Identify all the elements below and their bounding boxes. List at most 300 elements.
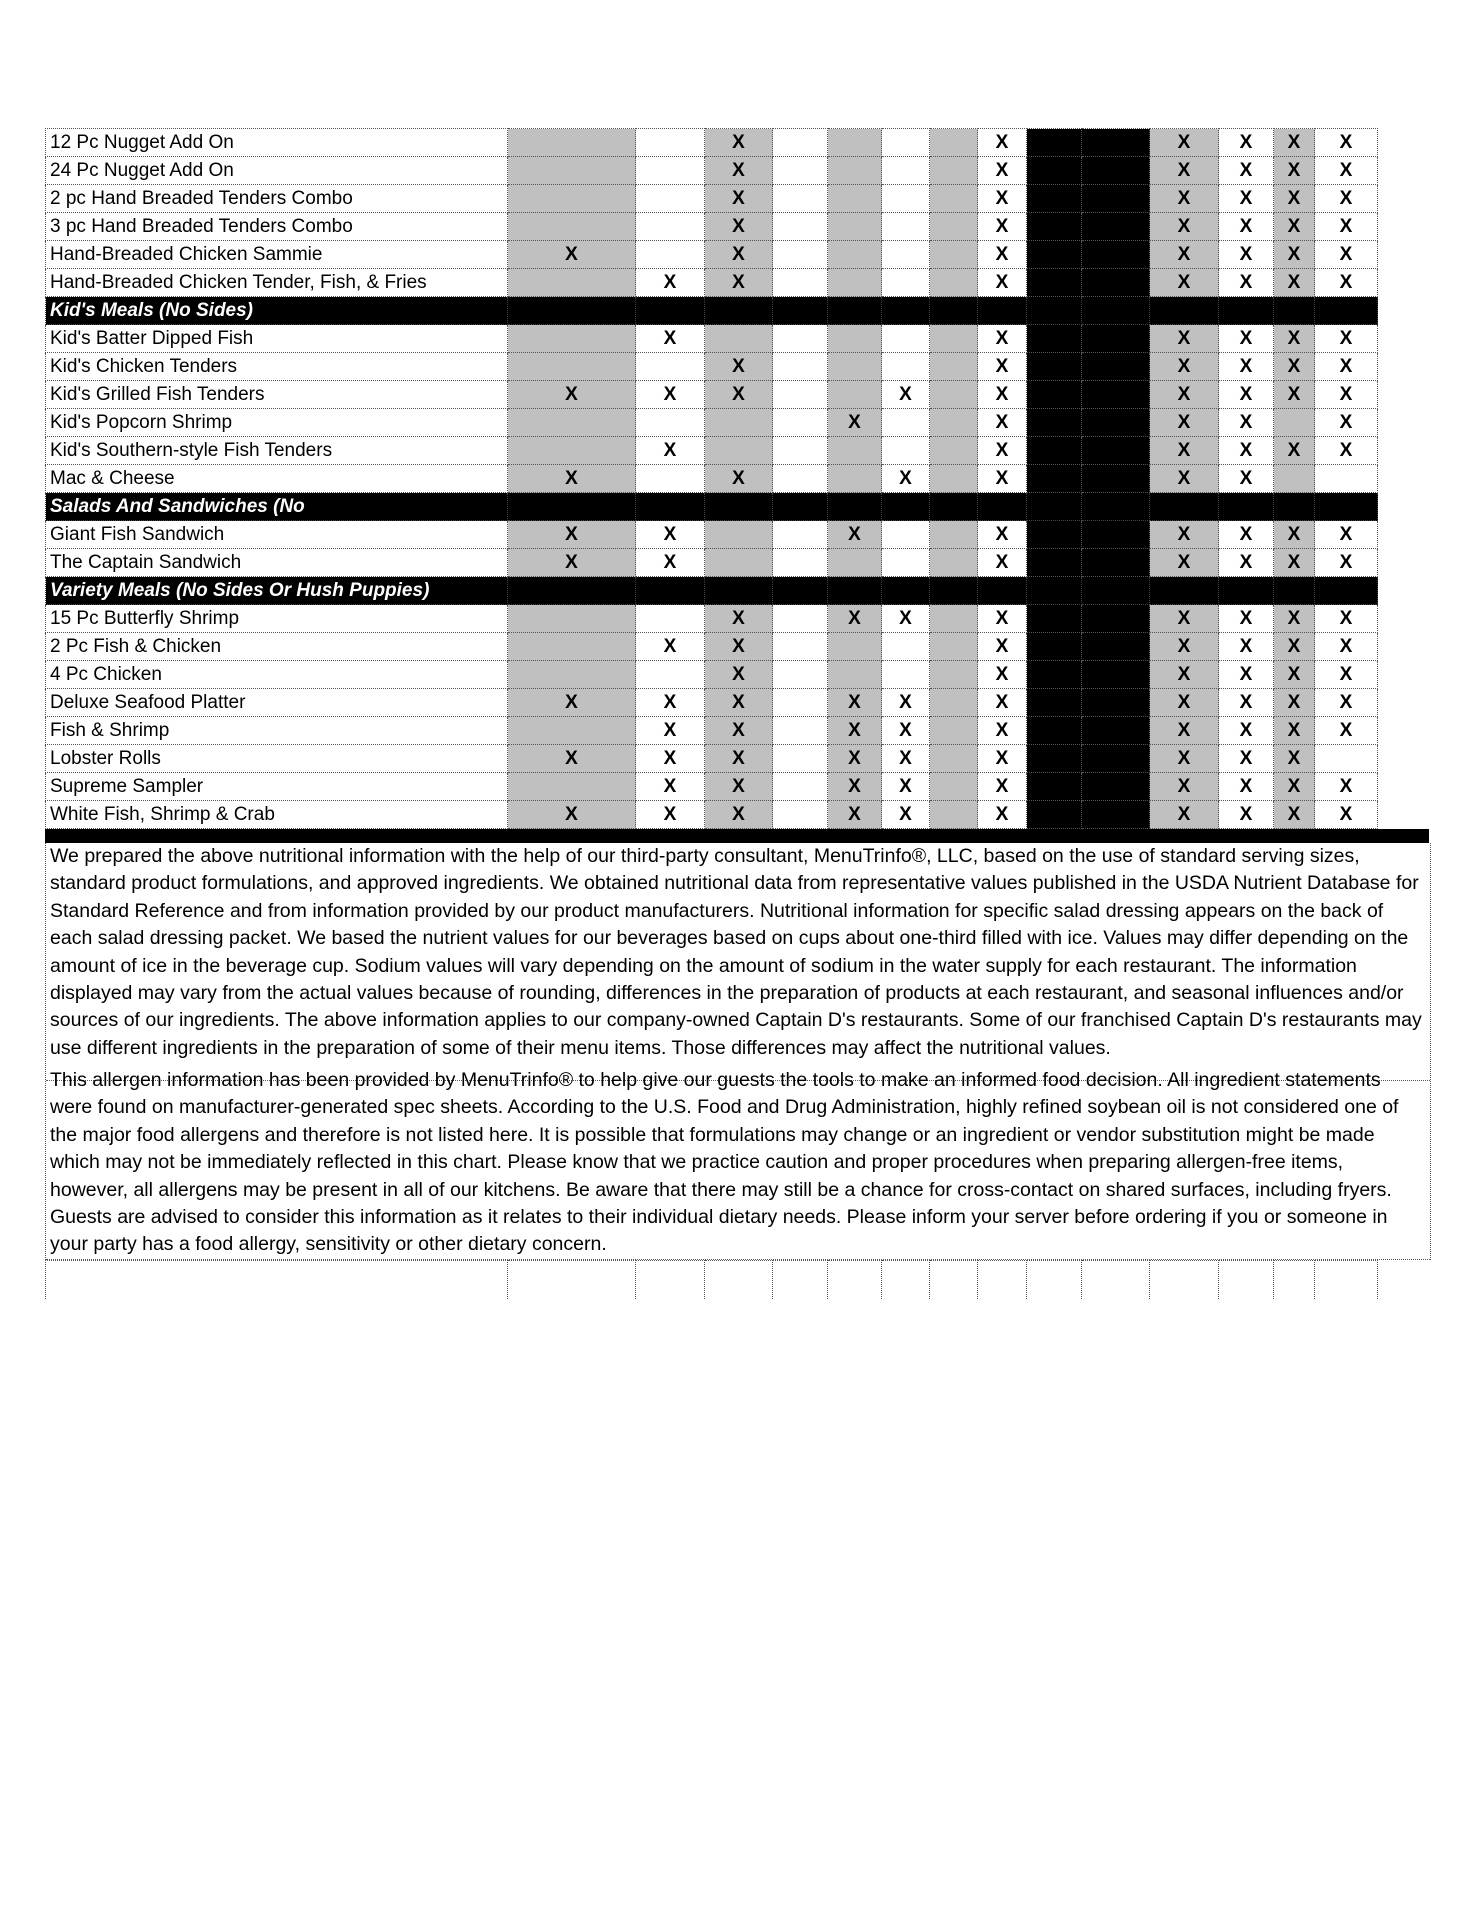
item-name: 24 Pc Nugget Add On [46,157,508,185]
item-name: Kid's Southern-style Fish Tenders [46,437,508,465]
allergen-cell [1027,381,1082,409]
allergen-cell [773,185,828,213]
allergen-cell [882,409,930,437]
table-row [46,661,1378,689]
allergen-cell: X [508,689,636,717]
allergen-cell: X [1219,409,1274,437]
allergen-cell: X [1219,213,1274,241]
allergen-chart [45,128,1431,1299]
allergen-cell: X [1315,437,1378,465]
allergen-cell: X [1150,605,1219,633]
allergen-cell [882,633,930,661]
allergen-cell: X [1219,325,1274,353]
allergen-cell [1082,381,1150,409]
allergen-cell: X [1150,185,1219,213]
allergen-cell [930,717,978,745]
section-cell [636,493,705,521]
allergen-cell [1027,717,1082,745]
allergen-cell [705,325,773,353]
allergen-cell: X [636,521,705,549]
allergen-cell: X [1150,549,1219,577]
allergen-cell: X [705,717,773,745]
allergen-cell: X [978,689,1027,717]
item-name: 2 pc Hand Breaded Tenders Combo [46,185,508,213]
item-name: 15 Pc Butterfly Shrimp [46,605,508,633]
allergen-cell: X [978,381,1027,409]
allergen-cell [930,633,978,661]
section-cell [508,577,636,605]
allergen-cell [1027,605,1082,633]
allergen-cell: X [882,465,930,493]
allergen-cell [1082,213,1150,241]
allergen-cell: X [1219,185,1274,213]
allergen-cell: X [1150,745,1219,773]
allergen-cell: X [705,801,773,829]
allergen-cell: X [1150,465,1219,493]
item-name: Lobster Rolls [46,745,508,773]
allergen-cell: X [705,353,773,381]
allergen-cell: X [1274,185,1315,213]
section-header [46,297,1378,325]
allergen-cell [636,409,705,437]
allergen-cell: X [705,633,773,661]
allergen-cell: X [1150,325,1219,353]
section-cell [930,493,978,521]
allergen-cell: X [705,381,773,409]
allergen-cell: X [978,773,1027,801]
allergen-cell: X [1315,773,1378,801]
allergen-cell [882,157,930,185]
empty-cell [930,1261,978,1300]
section-cell [1219,577,1274,605]
empty-cell [46,1261,508,1300]
allergen-cell [1082,661,1150,689]
allergen-cell [773,213,828,241]
allergen-cell: X [1274,661,1315,689]
allergen-cell [1082,549,1150,577]
empty-cell [508,1261,636,1300]
allergen-cell: X [705,689,773,717]
allergen-cell [882,325,930,353]
allergen-cell: X [882,801,930,829]
allergen-cell [508,157,636,185]
allergen-cell [930,325,978,353]
section-header [46,577,1378,605]
section-cell [828,577,882,605]
allergen-cell: X [1274,801,1315,829]
allergen-cell [882,213,930,241]
section-cell [882,297,930,325]
allergen-cell: X [978,325,1027,353]
section-cell [1082,297,1150,325]
allergen-cell: X [1150,409,1219,437]
allergen-cell: X [1219,157,1274,185]
allergen-cell: X [1315,409,1378,437]
allergen-cell [1082,437,1150,465]
allergen-cell: X [1315,353,1378,381]
allergen-cell [1082,241,1150,269]
allergen-cell [930,353,978,381]
allergen-cell [773,633,828,661]
allergen-cell [828,633,882,661]
allergen-cell [773,521,828,549]
allergen-cell: X [636,717,705,745]
table-row [46,549,1378,577]
allergen-cell: X [705,157,773,185]
empty-cell [828,1261,882,1300]
section-cell [978,493,1027,521]
allergen-cell: X [1274,605,1315,633]
section-cell [508,493,636,521]
allergen-cell [828,325,882,353]
allergen-cell [773,773,828,801]
table-row [46,689,1378,717]
allergen-cell: X [1315,633,1378,661]
section-cell [1315,493,1378,521]
allergen-cell: X [978,661,1027,689]
allergen-cell [828,269,882,297]
table-row [46,381,1378,409]
allergen-cell [636,129,705,157]
allergen-cell: X [978,129,1027,157]
allergen-cell [1027,745,1082,773]
allergen-cell [636,353,705,381]
allergen-cell: X [1315,325,1378,353]
allergen-cell [1027,129,1082,157]
allergen-cell: X [1274,381,1315,409]
allergen-cell [930,437,978,465]
allergen-cell [930,801,978,829]
section-cell [705,297,773,325]
nutrition-disclaimer-text: We prepared the above nutritional information with the help of our third-party consultant, MenuTrinfo®, LLC, based on the use of standard serving sizes, standard product formulations, and approved ingredients. We obtained nutritional data from representative values published in the USDA Nutrient Database for Standard Reference and from information provided by our product manufacturers. Nutritional information for specific salad dressing appears on the back of each salad dressing packet. We based the nutrient values for our beverages based on cups about one-third filled with ice. Values may differ depending on the amount of ice in the beverage cup. Sodium values will vary depending on the amount of sodium in the water supply for each restaurant. The information displayed may vary from the actual values because of rounding, differences in the preparation of products at each restaurant, and seasonal influences and/or sources of our ingredients. The above information applies to our company-owned Captain D's restaurants. Some of our franchised Captain D's restaurants may use different ingredients in the preparation of some of their menu items. Those differences may affect the nutritional values. [50,845,1422,1059]
allergen-cell: X [705,129,773,157]
allergen-cell [508,605,636,633]
item-name: White Fish, Shrimp & Crab [46,801,508,829]
allergen-cell: X [882,605,930,633]
item-name: Hand-Breaded Chicken Tender, Fish, & Fries [46,269,508,297]
allergen-cell: X [705,773,773,801]
allergen-cell: X [508,521,636,549]
allergen-cell [1027,773,1082,801]
allergen-cell [773,689,828,717]
allergen-cell: X [1315,213,1378,241]
allergen-cell: X [1274,745,1315,773]
allergen-cell [1027,521,1082,549]
allergen-cell: X [636,549,705,577]
item-name: Kid's Batter Dipped Fish [46,325,508,353]
item-name: Giant Fish Sandwich [46,521,508,549]
allergen-cell [1027,549,1082,577]
allergen-cell: X [1150,689,1219,717]
allergen-cell: X [1219,717,1274,745]
allergen-cell: X [1219,465,1274,493]
allergen-cell [1082,633,1150,661]
section-cell [828,493,882,521]
allergen-cell [636,465,705,493]
section-cell [1315,577,1378,605]
allergen-cell [828,185,882,213]
allergen-cell [930,773,978,801]
allergen-cell [1027,157,1082,185]
section-cell [882,493,930,521]
table-row [46,745,1378,773]
allergen-cell: X [978,437,1027,465]
empty-row [46,1261,1378,1300]
allergen-cell: X [1274,521,1315,549]
allergen-cell: X [978,801,1027,829]
allergen-cell [508,409,636,437]
allergen-cell: X [1219,353,1274,381]
allergen-cell: X [882,745,930,773]
allergen-cell: X [1315,269,1378,297]
section-cell [705,493,773,521]
allergen-cell [882,185,930,213]
allergen-cell: X [1150,801,1219,829]
allergen-cell: X [1274,241,1315,269]
table-row [46,773,1378,801]
allergen-cell [773,353,828,381]
allergen-cell: X [1274,157,1315,185]
allergen-cell [930,381,978,409]
allergen-cell: X [1274,689,1315,717]
allergen-cell: X [705,213,773,241]
section-cell [1027,493,1082,521]
empty-cell [773,1261,828,1300]
allergen-cell: X [1274,353,1315,381]
allergen-cell: X [978,521,1027,549]
allergen-cell [508,269,636,297]
allergen-cell: X [1274,269,1315,297]
allergen-cell: X [1219,605,1274,633]
allergen-cell [882,437,930,465]
table-row [46,185,1378,213]
allergen-cell [773,381,828,409]
empty-cell [978,1261,1027,1300]
allergen-cell [1027,213,1082,241]
allergen-cell: X [978,465,1027,493]
allergen-cell: X [828,745,882,773]
allergen-cell [1274,465,1315,493]
allergen-cell: X [508,381,636,409]
allergen-cell [636,241,705,269]
allergen-cell [828,157,882,185]
allergen-cell: X [1315,381,1378,409]
allergen-cell: X [1315,717,1378,745]
allergen-cell [930,745,978,773]
allergen-cell [508,213,636,241]
allergen-cell [508,437,636,465]
item-name: 2 Pc Fish & Chicken [46,633,508,661]
allergen-cell [930,605,978,633]
allergen-cell: X [978,213,1027,241]
allergen-cell [773,717,828,745]
section-cell [1082,577,1150,605]
allergen-cell: X [1315,605,1378,633]
allergen-cell: X [1150,661,1219,689]
allergen-cell [508,353,636,381]
section-cell [828,297,882,325]
item-name: Supreme Sampler [46,773,508,801]
allergen-cell [773,325,828,353]
allergen-cell: X [1219,381,1274,409]
section-cell [1027,577,1082,605]
allergen-cell: X [978,745,1027,773]
section-cell [930,297,978,325]
allergen-cell [1082,269,1150,297]
allergen-cell: X [1219,801,1274,829]
allergen-cell: X [828,801,882,829]
allergen-cell [1082,521,1150,549]
allergen-cell [1027,353,1082,381]
allergen-cell: X [828,773,882,801]
allergen-cell: X [882,381,930,409]
allergen-cell: X [636,745,705,773]
allergen-cell [882,521,930,549]
section-cell [773,297,828,325]
allergen-cell [882,241,930,269]
allergen-cell: X [636,325,705,353]
allergen-cell: X [1219,773,1274,801]
allergen-cell [930,129,978,157]
allergen-cell: X [636,801,705,829]
allergen-cell: X [1219,241,1274,269]
section-cell [1274,297,1315,325]
allergen-cell [705,437,773,465]
table-row [46,241,1378,269]
table-row [46,801,1378,829]
section-cell [1274,577,1315,605]
allergen-cell [1027,801,1082,829]
allergen-cell: X [1315,661,1378,689]
item-name: Mac & Cheese [46,465,508,493]
table-row [46,633,1378,661]
allergen-cell [636,157,705,185]
section-title: Variety Meals (No Sides Or Hush Puppies) [46,577,508,605]
allergen-cell [508,773,636,801]
allergen-cell: X [978,605,1027,633]
allergen-cell [930,269,978,297]
allergen-cell [773,549,828,577]
table-row [46,717,1378,745]
table-row [46,605,1378,633]
allergen-cell [930,689,978,717]
allergen-cell: X [1274,773,1315,801]
section-cell [705,577,773,605]
notes-section [45,843,1431,1260]
nutrition-disclaimer [46,843,1430,1081]
section-cell [773,493,828,521]
allergen-cell: X [1315,689,1378,717]
empty-cell [1274,1261,1315,1300]
allergen-cell: X [828,605,882,633]
allergen-cell [882,269,930,297]
table-row [46,353,1378,381]
empty-cell [1082,1261,1150,1300]
allergen-cell: X [828,689,882,717]
allergen-cell: X [1150,269,1219,297]
allergen-cell: X [508,465,636,493]
empty-cell [1150,1261,1219,1300]
section-cell [1150,493,1219,521]
table-row [46,129,1378,157]
allergen-cell [828,381,882,409]
allergen-cell: X [1274,633,1315,661]
table-row [46,437,1378,465]
item-name: 12 Pc Nugget Add On [46,129,508,157]
section-cell [636,297,705,325]
section-cell [882,577,930,605]
empty-cell [636,1261,705,1300]
allergen-disclaimer [46,1067,1430,1260]
allergen-cell [1082,689,1150,717]
allergen-disclaimer-text: This allergen information has been provided by MenuTrinfo® to help give our guests the tools to make an informed food decision. All ingredient statements were found on manufacturer-generated spec sheets. According to the U.S. Food and Drug Administration, highly refined soybean oil is not considered one of the major food allergens and therefore is not listed here. It is possible that formulations may change or an ingredient or vendor substitution might be made which may not be immediately reflected in this chart. Please know that we practice caution and proper procedures when preparing allergen-free items, however, all allergens may be present in all of our kitchens. Be aware that there may still be a chance for cross-contact on shared surfaces, including fryers. Guests are advised to consider this information as it relates to their individual dietary needs. Please inform your server before ordering if you or someone in your party has a food allergy, sensitivity or other dietary concern. [50,1069,1399,1256]
allergen-cell [1082,325,1150,353]
section-header [46,493,1378,521]
allergen-cell: X [1219,521,1274,549]
empty-cell [1027,1261,1082,1300]
section-cell [508,297,636,325]
allergen-cell [773,129,828,157]
allergen-cell: X [636,269,705,297]
allergen-cell: X [1219,745,1274,773]
allergen-cell [1027,269,1082,297]
allergen-cell [828,465,882,493]
allergen-cell [1027,325,1082,353]
item-name: 3 pc Hand Breaded Tenders Combo [46,213,508,241]
allergen-cell [508,661,636,689]
allergen-cell: X [1150,381,1219,409]
allergen-cell: X [508,745,636,773]
allergen-cell: X [882,717,930,745]
table-row [46,521,1378,549]
allergen-cell [636,185,705,213]
section-cell [1027,297,1082,325]
empty-row-table [45,1260,1378,1299]
allergen-cell [1027,689,1082,717]
allergen-cell [773,745,828,773]
allergen-cell: X [705,465,773,493]
allergen-cell: X [978,717,1027,745]
section-cell [1219,493,1274,521]
allergen-cell [828,549,882,577]
allergen-cell: X [1274,437,1315,465]
allergen-cell [930,521,978,549]
allergen-cell: X [978,633,1027,661]
section-title: Kid's Meals (No Sides) [46,297,508,325]
allergen-cell: X [828,717,882,745]
allergen-cell [828,661,882,689]
allergen-cell [773,465,828,493]
allergen-cell [508,129,636,157]
table-row [46,409,1378,437]
item-name: Hand-Breaded Chicken Sammie [46,241,508,269]
section-cell [978,577,1027,605]
allergen-cell [773,157,828,185]
allergen-cell: X [1315,185,1378,213]
allergen-cell [930,661,978,689]
allergen-cell [828,241,882,269]
allergen-cell: X [508,801,636,829]
allergen-cell: X [1315,521,1378,549]
item-name: Kid's Popcorn Shrimp [46,409,508,437]
allergen-cell: X [882,773,930,801]
allergen-cell: X [1150,521,1219,549]
allergen-cell: X [636,381,705,409]
allergen-cell [508,717,636,745]
item-name: Kid's Grilled Fish Tenders [46,381,508,409]
allergen-cell [1082,745,1150,773]
table-row [46,465,1378,493]
